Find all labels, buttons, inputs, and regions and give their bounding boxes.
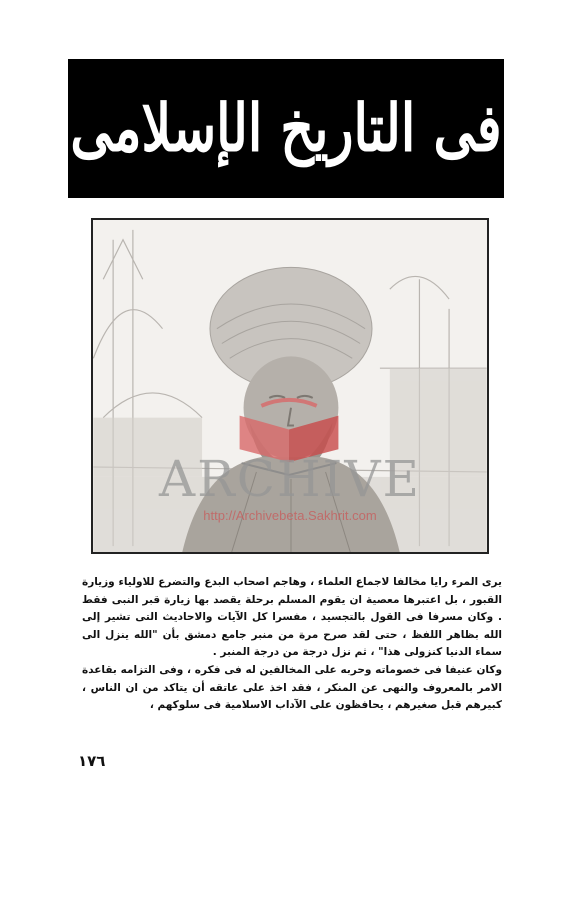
article-body <box>82 574 502 715</box>
header-banner <box>68 59 504 198</box>
page-number: ١٧٦ <box>78 752 106 770</box>
portrait-figure <box>91 218 489 554</box>
paragraph: وكان عنيفا فى خصوماته وحربه على المخالفين له فى فكره ، وفى التزامه بقاعدة الامر بالمعروف والنهى عن المنكر ، فقد اخذ على عاتقه أن يتاكد من ان الناس ، كبيرهم قبل صغيرهم ، يحافظون على الآداب الاسلامية فى سلوكهم ، <box>82 663 502 712</box>
watermark-url: http://Archivebeta.Sakhrit.com <box>203 508 377 523</box>
page-title: فى التاريخ الإسلامى <box>70 90 502 167</box>
watermark-text: ARCHIVE <box>159 450 421 508</box>
paragraph: يرى المرء رايا مخالفا لاجماع العلماء ، وهاجم اصحاب البدع والتضرع للاولياء وزيارة القبور ، بل اعتبرها معصية ان يقوم المسلم برحلة يقصد بها زيارة قبر النبى فقط . وكان مسرفا فى القول بالتجسيد ، مفسرا كل الآيات والاحاديث التى تشير إلى الله بظاهر اللفظ ، حتى لقد صرح مرة من منبر جامع دمشق بأن "الله ينزل الى سماء الدنيا كنزولى هذا" ، ثم نزل درجة من درجة المنبر . <box>82 576 502 659</box>
